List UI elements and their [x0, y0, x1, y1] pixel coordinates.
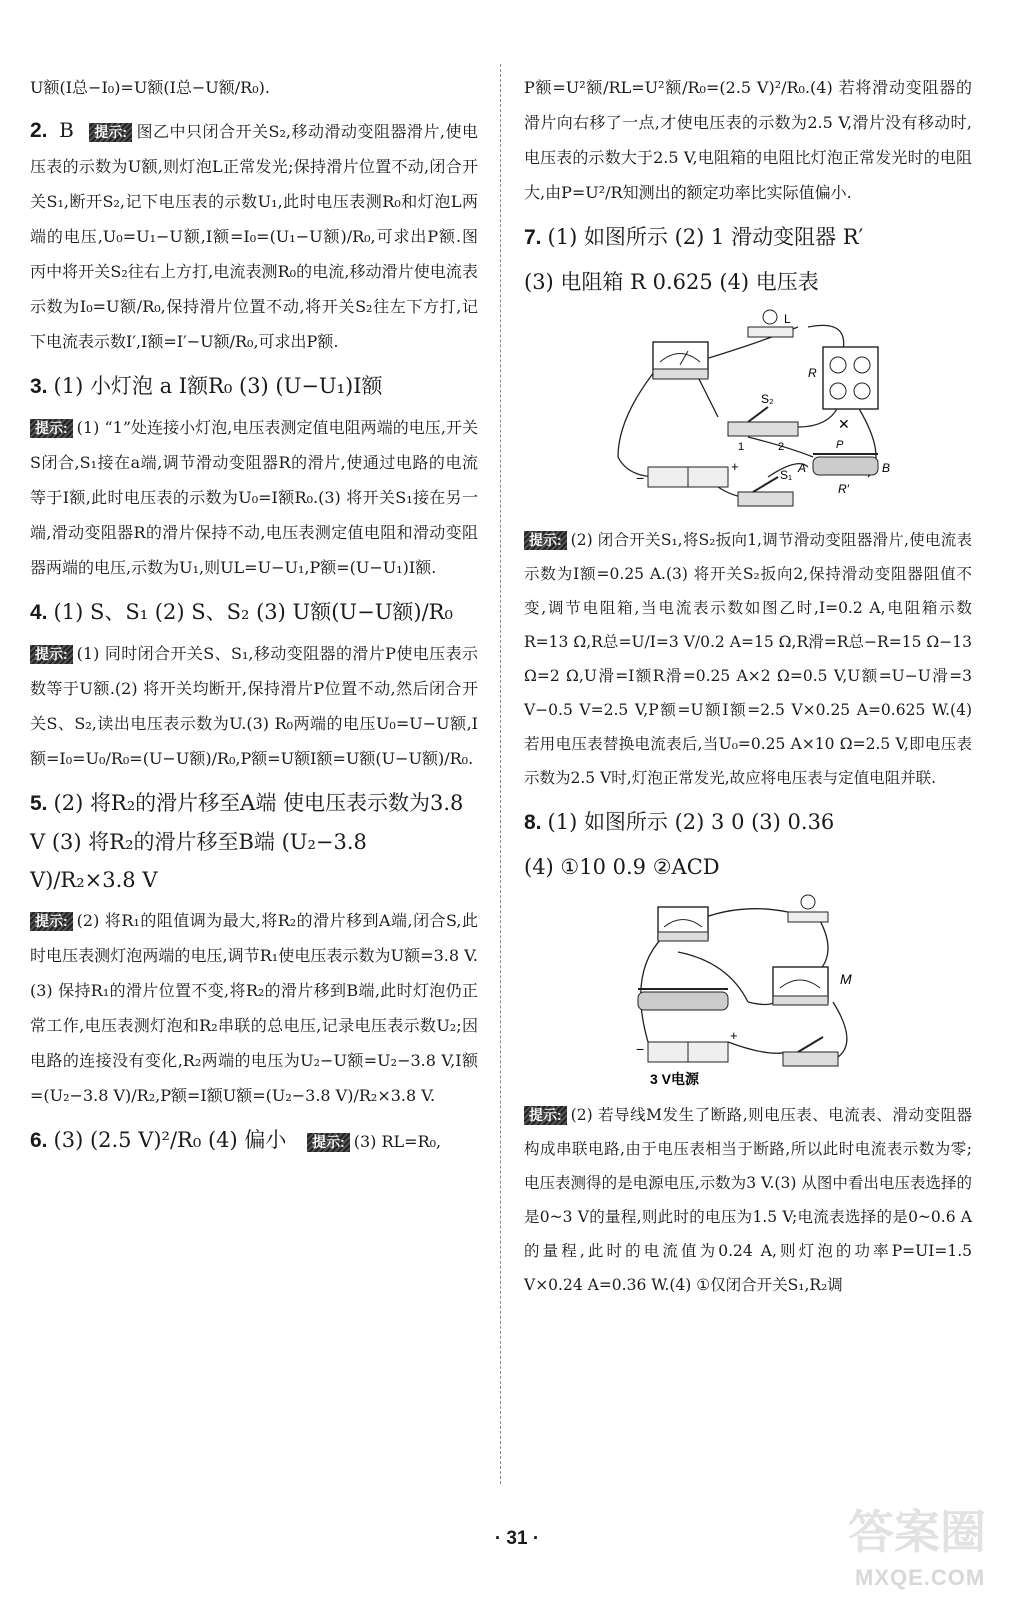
rheostat-r-label: R′: [838, 482, 849, 496]
rheostat-icon: [797, 439, 890, 496]
q3-hint: (1) “1”处连接小灯泡,电压表测定值电阻两端的电压,开关S闭合,S₁接在a端,调节滑动变阻器R的滑片,使通过电路的电流等于I额,此时电压表的示数为U₀=I额R₀.(3) 将开关S₁接在另一端,滑动变阻器R的滑片保持不动,电压表测定值电阻和滑动变阻器两端的电压,示数为U₁,则UL=U−U₁,P额=(U−U₁)I额.: [30, 418, 478, 577]
q8-number: 8.: [524, 811, 542, 834]
q2-block: [30, 113, 478, 359]
switch-s1-icon: [738, 468, 793, 506]
battery-icon: [636, 1028, 738, 1062]
q8-circuit-diagram: [618, 892, 878, 1092]
q8-hint: (2) 若导线M发生了断路,则电压表、电流表、滑动变阻器构成串联电路,由于电压表相当于断路,所以此时电流表示数为零;电压表测得的是电源电压,示数为3 V.(3) 从图中看出电压表选择的是0~3 V的量程,则此时的电压为1.5 V;电流表选择的是0~0.6 A的量程,此时的电流值为0.24 A,则灯泡的功率P=UI=1.5 V×0.24 A=0.36 W.(4) ①仅闭合开关S₁,R₂调: [524, 1106, 972, 1294]
q3-hint-block: [30, 410, 478, 585]
q2-number: 2.: [30, 119, 48, 142]
watermark-logo-text: 答案圈: [848, 1506, 986, 1558]
q5-answer-line: [30, 784, 478, 899]
wire: [728, 1042, 788, 1053]
q7-hint-block: [524, 523, 972, 795]
q8-answer-2: (4) ①10 0.9 ②ACD: [524, 855, 720, 879]
q3-number: 3.: [30, 375, 48, 398]
q6-hint: (3) RL=R₀,: [353, 1132, 442, 1151]
q6-answer: (3) (2.5 V)²/R₀ (4) 偏小: [53, 1128, 287, 1152]
q1-tail-text: U额(I总−I₀)=U额(I总−U额/R₀).: [30, 78, 270, 97]
battery-minus-label: −: [636, 1041, 645, 1057]
resistance-box-icon: [808, 347, 878, 409]
q5-hint: (2) 将R₁的阻值调为最大,将R₂的滑片移到A端,闭合S,此时电压表测灯泡两端的电压,调节R₁使电压表示数为U额=3.8 V.(3) 保持R₁的滑片位置不变,将R₂的滑片移到B端,此时灯泡仍正常工作,电压表测灯泡和R₂串联的总电压,记录电压表示数U₂;因电路的连接没有变化,R₂两端的电压为U₂−U额=U₂−3.8 V,I额=(U₂−3.8 V)/R₂,P额=I额U额=(U₂−3.8 V)/R₂×3.8 V.: [30, 911, 478, 1105]
resistance-box-label: R: [808, 366, 817, 380]
q3-answer-line: [30, 367, 478, 406]
q2-answer: B: [59, 118, 74, 142]
rheostat-a-label: A: [798, 461, 807, 475]
hint-tag: 提示:: [524, 1106, 567, 1125]
hint-tag: 提示:: [89, 123, 132, 142]
q4-number: 4.: [30, 601, 48, 624]
q6-number: 6.: [30, 1129, 48, 1152]
wire: [818, 917, 828, 972]
hint-tag: 提示:: [30, 645, 73, 664]
q4-answer: (1) S、S₁ (2) S、S₂ (3) U额(U−U额)/R₀: [53, 600, 453, 624]
ammeter-icon: [658, 907, 708, 941]
ammeter-icon: [653, 342, 708, 379]
wire: [798, 407, 838, 427]
q8-answer-line-1: [524, 803, 972, 842]
q7-answer-line-1: [524, 218, 972, 257]
right-column: [524, 70, 972, 1310]
q5-answer: (2) 将R₂的滑片移至A端 使电压表示数为3.8 V (3) 将R₂的滑片移至B端 (U₂−3.8 V)/R₂×3.8 V: [30, 791, 464, 892]
wire-m-label: M: [840, 971, 852, 987]
hint-tag: 提示:: [524, 531, 567, 550]
rheostat-p-label: P: [836, 439, 844, 451]
switch-s2-label: S₂: [761, 392, 774, 406]
battery-minus-label: −: [636, 470, 645, 486]
lamp-label: L: [784, 312, 791, 326]
switch-s2-icon: [728, 392, 798, 453]
voltmeter-icon: [773, 967, 852, 1005]
q1-tail: [30, 70, 478, 105]
page-number: · 31 ·: [494, 1528, 540, 1549]
lamp-icon: [748, 310, 793, 337]
switch-pos-1-label: 1: [738, 441, 745, 453]
battery-icon: [636, 459, 739, 487]
q8-circuit-figure: [618, 892, 878, 1092]
cross-mark-icon: ✕: [838, 416, 850, 432]
q6-continuation: [524, 70, 972, 210]
hint-tag: 提示:: [307, 1133, 350, 1152]
hint-tag: 提示:: [30, 912, 73, 931]
q7-answer-1: (1) 如图所示 (2) 1 滑动变阻器 R′: [547, 225, 864, 249]
q4-hint-block: [30, 636, 478, 776]
q7-answer-line-2: [524, 263, 972, 301]
q5-number: 5.: [30, 792, 48, 815]
power-source-label: 3 V电源: [650, 1071, 700, 1087]
q8-answer-1: (1) 如图所示 (2) 3 0 (3) 0.36: [547, 810, 835, 834]
q7-answer-2: (3) 电阻箱 R 0.625 (4) 电压表: [524, 270, 819, 294]
q4-answer-line: [30, 593, 478, 632]
q6-continuation-text: P额=U²额/RL=U²额/R₀=(2.5 V)²/R₀.(4) 若将滑动变阻器的滑片向右移了一点,才使电压表的示数为2.5 V,滑片没有移动时,电压表的示数大于2.5 V,电阻箱的电阻比灯泡正常发光时的电阻大,由P=U²/R知测出的额定功率比实际值偏小.: [524, 78, 972, 202]
q4-hint: (1) 同时闭合开关S、S₁,移动变阻器的滑片P使电压表示数等于U额.(2) 将开关均断开,保持滑片P位置不动,然后闭合开关S、S₂,读出电压表示数为U.(3) R₀两端的电压U₀=U−U额,I额=I₀=U₀/R₀=(U−U额)/R₀,P额=U额I额=U额(U−U额)/R₀.: [30, 644, 478, 768]
q8-answer-line-2: [524, 848, 972, 886]
watermark-url: MXQE.COM: [855, 1565, 986, 1590]
q7-hint: (2) 闭合开关S₁,将S₂扳向1,调节滑动变阻器滑片,使电流表示数为I额=0.25 A.(3) 将开关S₂扳向2,保持滑动变阻器阻值不变,调节电阻箱,当电流表示数如图乙时,I=0.2 A,电阻箱示数R=13 Ω,R总=U/I=3 V/0.2 A=15 Ω,R滑=R总−R=15 Ω−13 Ω=2 Ω,U滑=I额R滑=0.25 A×2 Ω=0.5 V,U额=U−U滑=3 V−0.5 V=2.5 V,P额=U额I额=2.5 V×0.25 A=0.625 W.(4) 若用电压表替换电流表后,当U₀=0.25 A×10 Ω=2.5 V,即电压表示数为2.5 V时,灯泡正常发光,故应将电压表与定值电阻并联.: [524, 531, 972, 787]
switch-s1-label: S₁: [780, 468, 793, 482]
rheostat-icon: [638, 989, 728, 1010]
battery-plus-label: +: [731, 459, 739, 474]
wire: [833, 1002, 847, 1057]
q6-answer-line: [30, 1121, 478, 1161]
q5-hint-block: [30, 903, 478, 1113]
battery-plus-label: +: [730, 1028, 738, 1043]
wire: [618, 367, 658, 477]
column-divider: [500, 64, 501, 1484]
q7-circuit-figure: [598, 307, 898, 517]
q8-hint-block: [524, 1098, 972, 1302]
lamp-icon: [788, 895, 828, 922]
hint-tag: 提示:: [30, 419, 73, 438]
switch-pos-2-label: 2: [778, 441, 785, 453]
q2-hint: 图乙中只闭合开关S₂,移动滑动变阻器滑片,使电压表的示数为U额,则灯泡L正常发光;保持滑片位置不动,闭合开关S₁,断开S₂,记下电压表的示数U₁,此时电压表测R₀和灯泡L两端的电压,U₀=U₁−U额,I额=I₀=(U₁−U额)/R₀,可求出P额.图丙中将开关S₂往右上方打,电流表测R₀的电流,移动滑片使电流表示数为I₀=U额/R₀,保持滑片位置不动,将开关S₂往左下方打,记下电流表示数I′,I额=I′−U额/R₀,可求出P额.: [30, 122, 478, 351]
switch-icon: [783, 1037, 838, 1066]
q7-number: 7.: [524, 226, 542, 249]
q7-circuit-diagram: [598, 307, 898, 517]
rheostat-b-label: B: [882, 461, 891, 475]
q3-answer: (1) 小灯泡 a I额R₀ (3) (U−U₁)I额: [53, 374, 383, 398]
left-column: [30, 70, 478, 1165]
